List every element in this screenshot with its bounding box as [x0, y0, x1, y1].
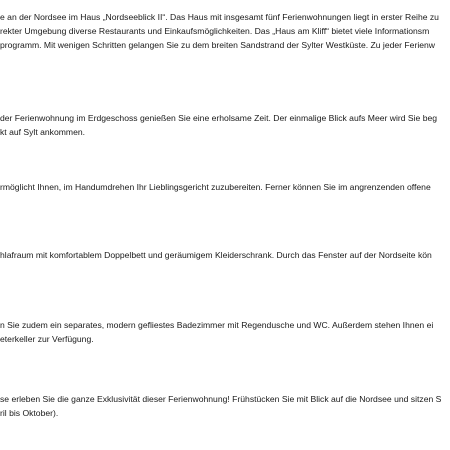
paragraph-ground-floor — [0, 111, 437, 139]
text-line: hlafraum mit komfortablem Doppelbett und geräumigem Kleiderschrank. Durch das Fenster auf der Nordseite kön — [0, 250, 432, 260]
paragraph-bathroom — [0, 318, 433, 346]
text-line: n Sie zudem ein separates, modern gefliestes Badezimmer mit Regendusche und WC. Außerdem stehen Ihnen ei — [0, 320, 434, 330]
text-line: rmöglicht Ihnen, im Handumdrehen Ihr Lieblingsgericht zuzubereiten. Ferner können Sie im angrenzenden offene — [0, 182, 431, 192]
text-line: se erleben Sie die ganze Exklusivität dieser Ferienwohnung! Frühstücken Sie mit Blick auf die Nordsee und sitzen S — [0, 394, 442, 404]
text-line: e an der Nordsee im Haus „Nordseeblick II“. Das Haus mit insgesamt fünf Ferienwohnungen liegt in erster Reihe zu — [0, 12, 439, 22]
text-line: ril bis Oktober). — [0, 408, 59, 418]
paragraph-kitchen — [0, 180, 431, 194]
paragraph-bedroom — [0, 248, 432, 262]
text-line: kt auf Sylt ankommen. — [0, 127, 86, 137]
text-line: rekter Umgebung diverse Restaurants und Einkaufsmöglichkeiten. Das „Haus am Kliff“ bietet viele Informationsm — [0, 26, 430, 36]
text-line: programm. Mit wenigen Schritten gelangen Sie zu dem breiten Sandstrand der Sylter Westküste. Zu jeder Ferienw — [0, 40, 435, 50]
text-line: eterkeller zur Verfügung. — [0, 334, 94, 344]
paragraph-intro-location — [0, 10, 439, 52]
text-line: der Ferienwohnung im Erdgeschoss genießen Sie eine erholsame Zeit. Der einmalige Blick aufs Meer wird Sie beg — [0, 113, 438, 123]
paragraph-exclusivity — [0, 392, 441, 420]
